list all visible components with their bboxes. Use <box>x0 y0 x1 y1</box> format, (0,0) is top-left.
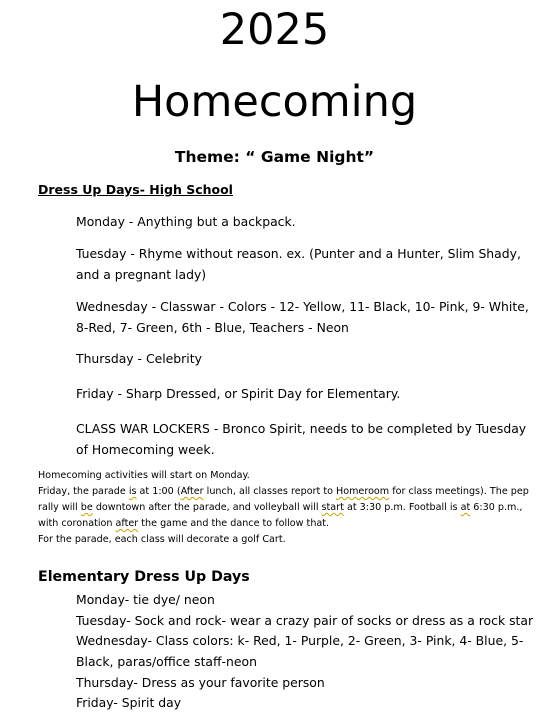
elem-day-wednesday: Wednesday- Class colors: k- Red, 1- Purple, 2- Green, 3- Pink, 4- Blue, 5- Black, paras/office staff-neon <box>76 633 524 669</box>
theme-subtitle: Theme: “ Game Night” <box>174 148 375 166</box>
notes-parade-line: For the parade, each class will decorate a golf Cart. <box>38 534 286 545</box>
elem-day-tuesday: Tuesday- Sock and rock- wear a crazy pair of socks or dress as a rock star <box>76 613 534 628</box>
year-heading: 2025 <box>219 5 330 55</box>
elem-day-monday: Monday- tie dye/ neon <box>76 592 215 607</box>
hs-day-tuesday: Tuesday - Rhyme without reason. ex. (Punter and a Hunter, Slim Shady, and a pregnant lady) <box>76 246 521 282</box>
elem-day-friday: Friday- Spirit day <box>76 695 182 710</box>
high-school-heading: Dress Up Days- High School <box>38 182 233 197</box>
page-title: Homecoming <box>131 77 418 127</box>
class-war-lockers: CLASS WAR LOCKERS - Bronco Spirit, needs to be completed by Tuesday of Homecoming week. <box>76 421 527 457</box>
elem-day-thursday: Thursday- Dress as your favorite person <box>76 675 325 690</box>
hs-day-friday: Friday - Sharp Dressed, or Spirit Day for Elementary. <box>76 386 401 401</box>
notes-start-line: Homecoming activities will start on Monday. <box>38 470 250 481</box>
notes-friday-schedule: Friday, the parade is at 1:00 (After lunch, all classes report to Homeroom for class meetings). The pep rally will be downtown after the parade, and volleyball will start at 3:30 p.m. Football is at 6:30 p.m., with coronation after the game and the dance to follow that. <box>38 486 529 529</box>
hs-day-monday: Monday - Anything but a backpack. <box>76 214 296 229</box>
hs-day-wednesday: Wednesday - Classwar - Colors - 12- Yellow, 11- Black, 10- Pink, 9- White, 8-Red, 7- Green, 6th - Blue, Teachers - Neon <box>76 299 529 335</box>
elementary-heading: Elementary Dress Up Days <box>38 569 250 585</box>
hs-day-thursday: Thursday - Celebrity <box>76 351 202 366</box>
